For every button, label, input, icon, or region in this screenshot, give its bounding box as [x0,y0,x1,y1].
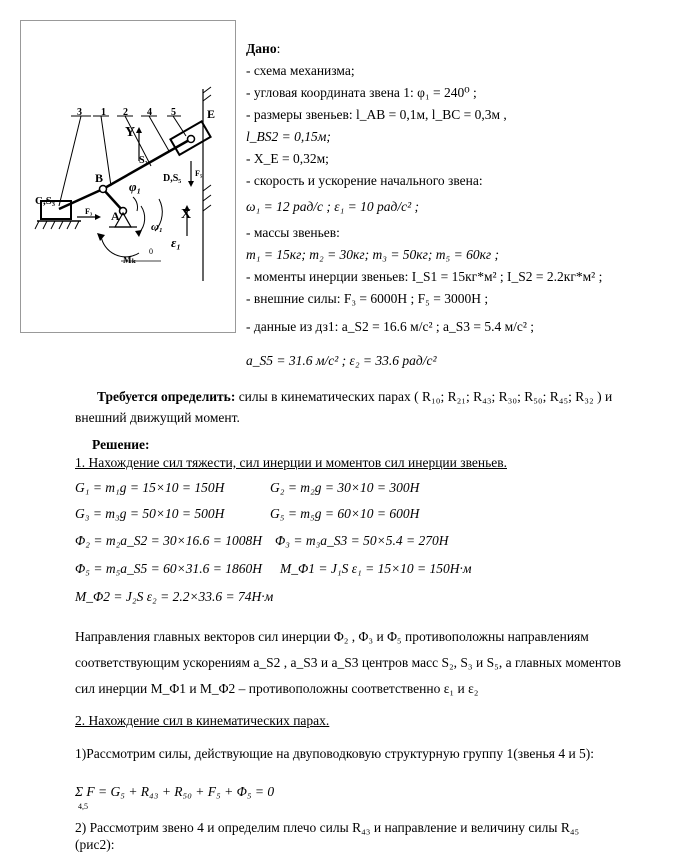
given-line: ω₁ = 12 рад/с ; ε₁ = 10 рад/с² ; [246,199,420,214]
given-line: - данные из дз1: a_S2 = 16.6 м/с² ; a_S3 = 5.4 м/с² ; [246,319,535,334]
solution-label: Решение: [92,437,150,452]
equation-g5: G₅ = m₅g = 60×10 = 600H [270,506,420,521]
equation-g3: G₃ = m₃g = 50×10 = 500H [75,506,225,521]
label-zero: 0 [149,247,153,256]
link-ab [103,189,123,211]
label-e: E [207,107,216,121]
equation-m-phi1: M_Φ1 = J₁S ε₁ = 15×10 = 150H·м [280,561,472,576]
required-section [75,386,635,428]
mechanism-figure [20,20,236,333]
label-s2: S₂ [139,155,148,166]
required-label: Требуется определить: [97,389,236,404]
equation-g1: G₁ = m₁g = 15×10 = 150H [75,480,225,495]
given-line: - внешние силы: F₃ = 6000H ; F₅ = 3000H ; [246,291,489,306]
label-f5: F₅ [195,169,203,178]
mechanism-diagram [21,21,235,332]
given-line: - угловая координата звена 1: φ₁ = 240⁰ ; [246,85,477,100]
equation-phi5: Φ₅ = m₅a_S5 = 60×31.6 = 1860H [75,561,262,576]
given-line: - массы звеньев: [246,225,340,240]
inertia-paragraph: Направления главных векторов сил инерции Φ₂ , Φ₃ и Φ₅ противоположны направлениям соответствующим ускорениям a_S2 , a_S3 и a_S3 центров масс S₂, S₃ и S₅, а главных моментов сил инерции M_Φ1 и M_Φ2 – противоположны соответственно ε₁ и ε₂ [75,629,621,696]
given-line: m₁ = 15кг; m₂ = 30кг; m₃ = 50кг; m₅ = 60кг ; [246,247,500,262]
label-eps1: ε₁ [171,235,181,250]
label-omega1: ω₁ [151,221,163,233]
label-b: B [95,171,104,185]
step-2-text: 2) Рассмотрим звено 4 и определим плечо силы R₄₃ и направление и величину силы R₄₅ [75,820,580,835]
sum-subscript: 4,5 [78,802,88,811]
given-line: - схема механизма; [246,63,355,78]
given-line: a_S5 = 31.6 м/с² ; ε₂ = 33.6 рад/с² [246,353,437,368]
given-line: - моменты инерции звеньев: I_S1 = 15кг*м² ; I_S2 = 2.2кг*м² ; [246,269,603,284]
sum-equation: Σ F = G₅ + R₄₃ + R₅₀ + F₅ + Φ₅ = 0 [75,784,275,799]
label-x: X [181,207,192,222]
given-line: - скорость и ускорение начального звена: [246,173,483,188]
label-5: 5 [171,107,176,118]
label-y: Y [125,125,136,140]
given-section: Дано: - схема механизма; - угловая координата звена 1: φ₁ = 240⁰ ; - размеры звеньев: l_AB = 0,1м, l_BC = 0,3м , l_BS2 = 0,15м; - X_E = 0,32м; - скорость и ускорение начального звена: ω₁ = 12 рад/с ; ε₁ = 10 рад/с² ; - массы звеньев: m₁ = 15кг; m₂ = 30кг; m₃ = 50кг; m₅ = 60кг ; - моменты инерции звеньев: I_S1 = 15кг*м² ; I_S2 = 2.2кг*м² ; - внешние силы: F₃ = 6000H ; F₅ = 3000H ; - данные из дз1: a_S2 = 16.6 м/с² ; a_S3 = 5.4 м/с² ; a_S5 = 31.6 м/с² ; ε₂ = 33.6 рад/с² [246,38,602,378]
section-2-heading: 2. Нахождение сил в кинематических парах. [75,713,330,728]
label-d-s5: D,S₅ [163,173,182,184]
label-f3: F₃ [85,207,93,216]
equation-m-phi2: M_Φ2 = J₂S ε₂ = 2.2×33.6 = 74H·м [75,589,274,604]
step-2-cont: (рис2): [75,837,115,852]
equation-phi2: Φ₂ = m₂a_S2 = 30×16.6 = 1008H [75,533,262,548]
equation-phi3: Φ₃ = m₃a_S3 = 50×5.4 = 270H [275,533,449,548]
label-1: 1 [101,107,106,118]
label-2: 2 [123,107,128,118]
label-c-s3: C,S₃ [35,195,56,207]
required-text: силы в кинематических парах ( R₁₀; R₂₁; R₄₃; R₃₀; R₅₀; R₄₅; R₃₂ ) и внешний движущий момент. [75,389,613,425]
label-phi1: φ₁ [129,179,142,194]
label-4: 4 [147,107,152,118]
label-3: 3 [77,107,82,118]
given-line: l_BS2 = 0,15м; [246,129,331,144]
given-title: Дано [246,41,277,56]
label-a: A [111,209,120,223]
given-line: - размеры звеньев: l_AB = 0,1м, l_BC = 0,3м , [246,107,507,122]
step-1-text: 1)Рассмотрим силы, действующие на двуповодковую структурную группу 1(звенья 4 и 5): [75,746,595,761]
equation-g2: G₂ = m₂g = 30×10 = 300H [270,480,420,495]
link-bc [59,189,103,209]
label-m: Mₖ [123,255,137,265]
given-line: - X_E = 0,32м; [246,151,329,166]
section-1-heading: 1. Нахождение сил тяжести, сил инерции и моментов сил инерции звеньев. [75,455,507,470]
